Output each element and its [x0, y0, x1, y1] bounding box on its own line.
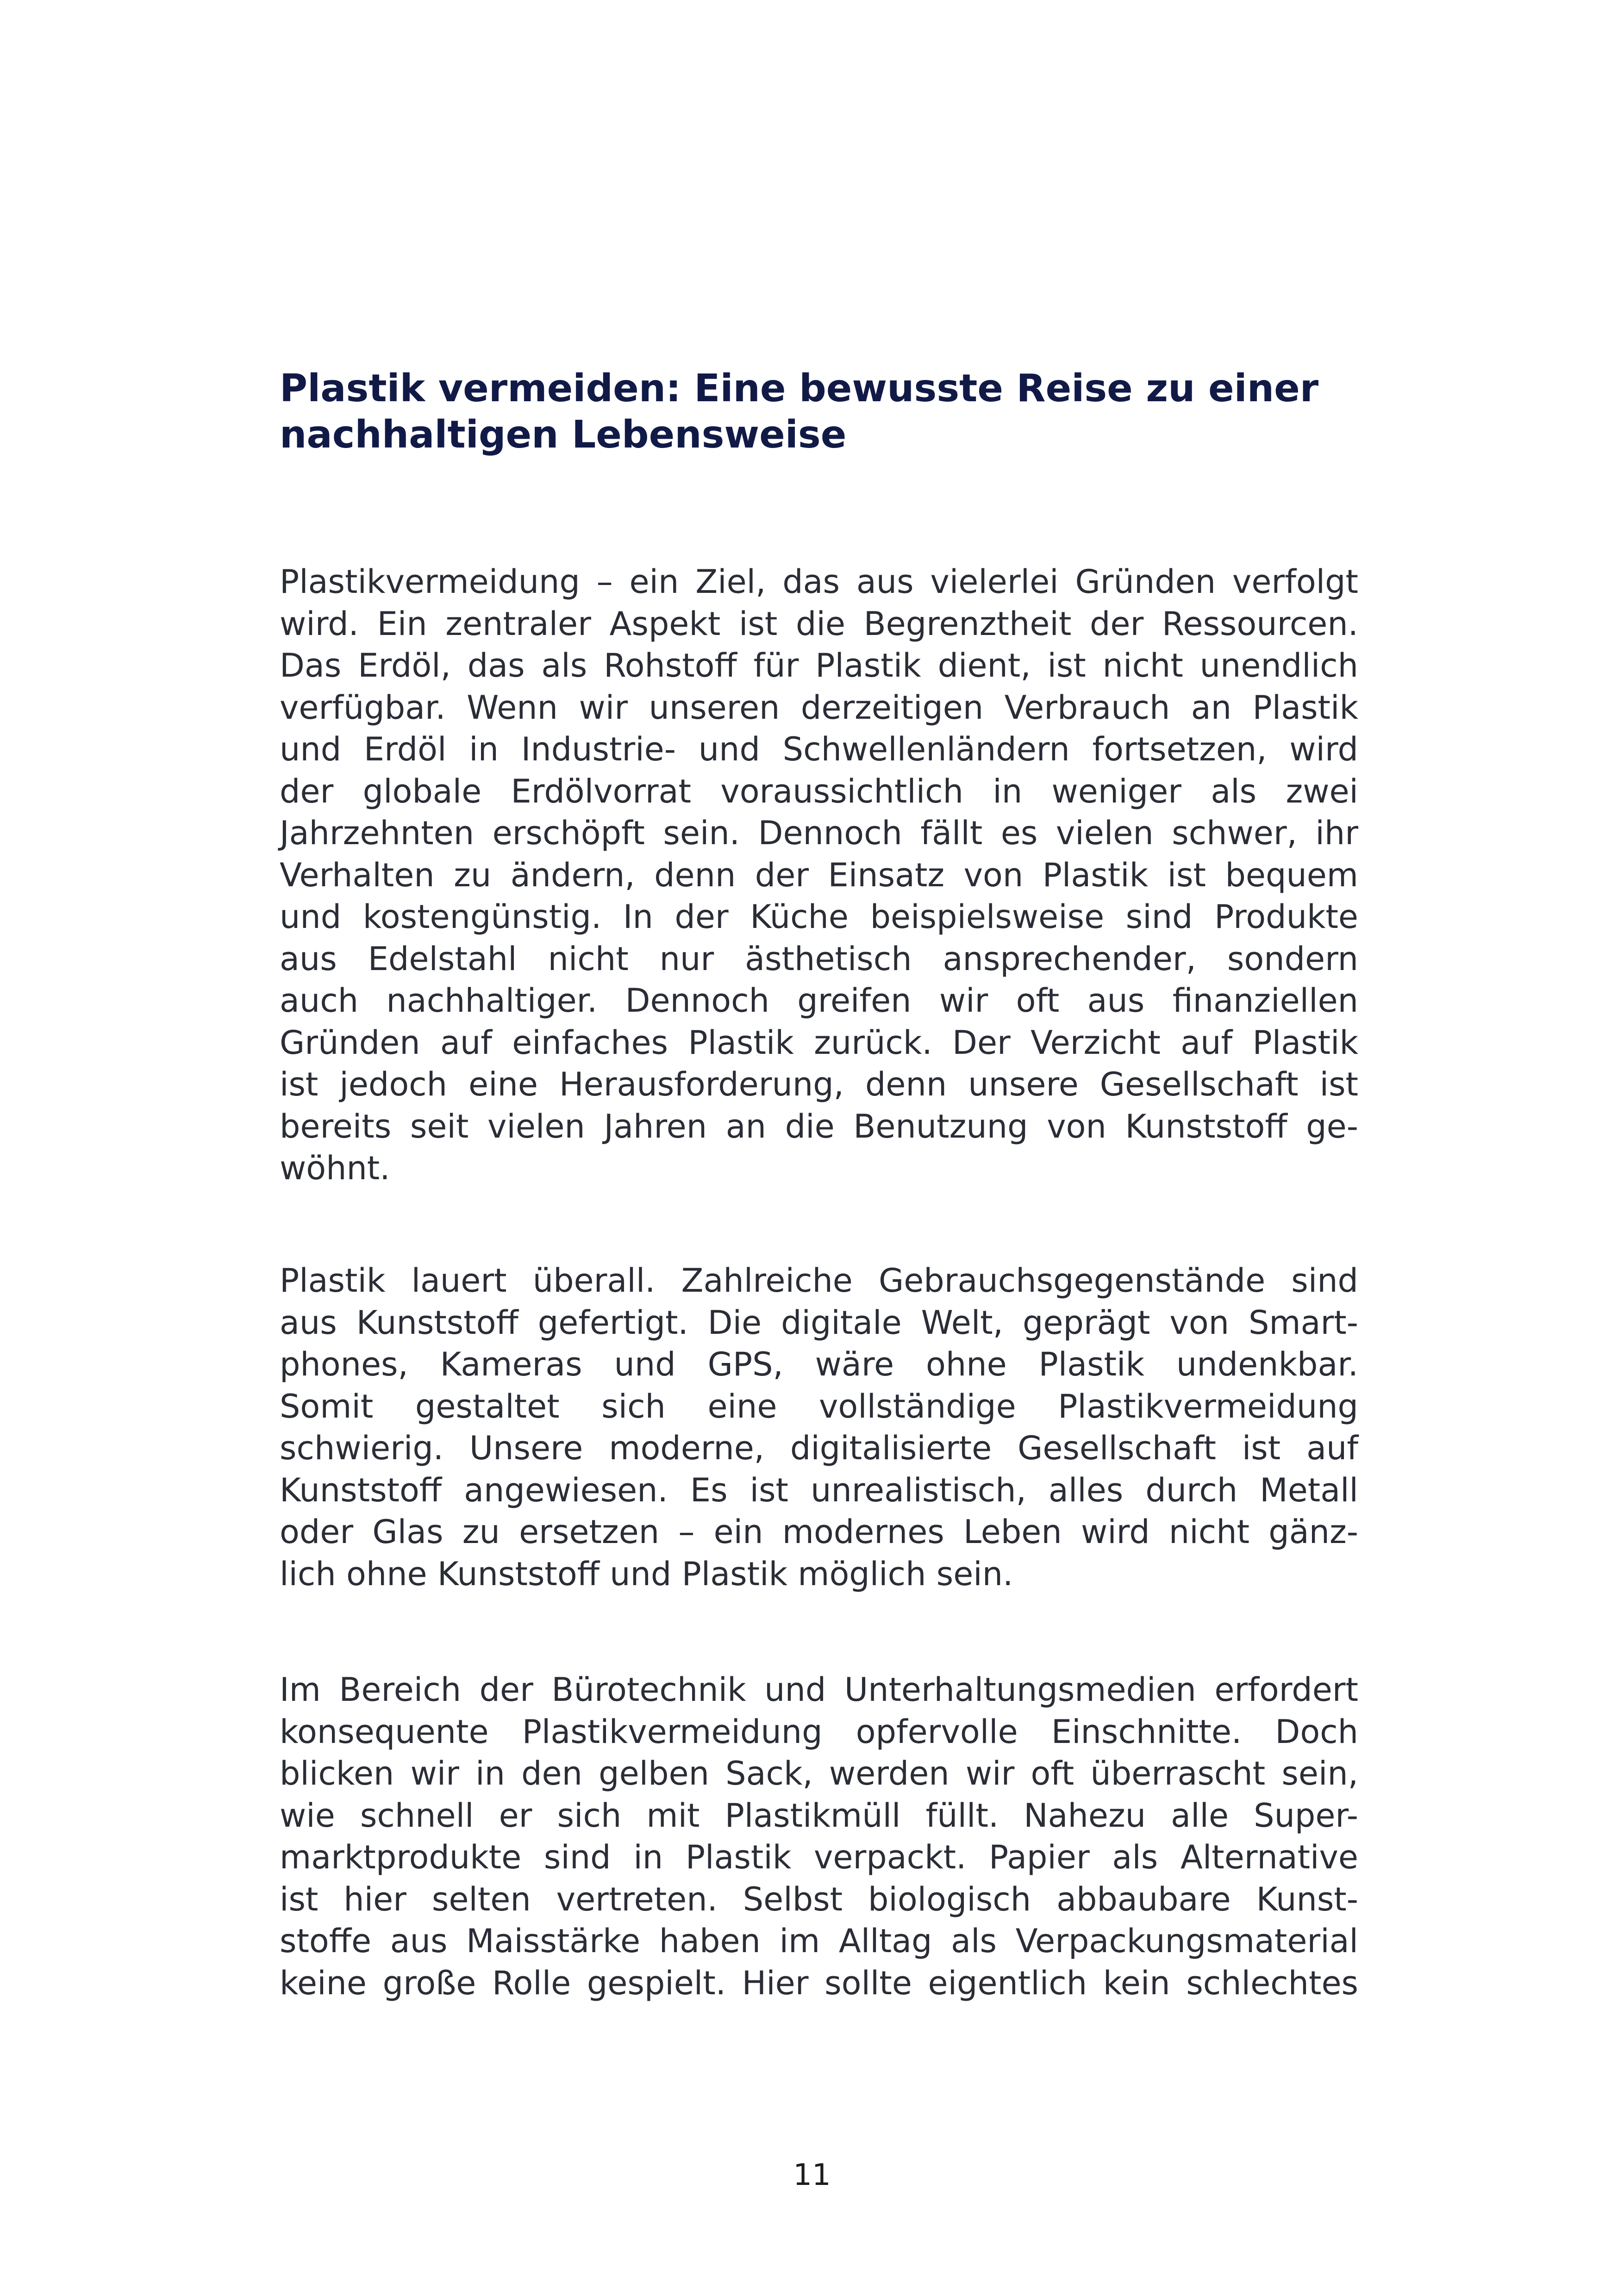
- text-line: und kostengünstig. In der Küche beispielsweise sind Produkte: [280, 898, 1358, 936]
- text-line: marktprodukte sind in Plastik verpackt. Papier als Alternative: [280, 1838, 1358, 1876]
- page-number: 11: [793, 2158, 831, 2192]
- text-line: phones, Kameras und GPS, wäre ohne Plastik undenkbar.: [280, 1345, 1358, 1383]
- text-line: wöhnt.: [280, 1149, 390, 1187]
- paragraph-1: [280, 561, 1358, 1189]
- text-line: blicken wir in den gelben Sack, werden wir oft überrascht sein,: [280, 1755, 1358, 1792]
- text-line: schwierig. Unsere moderne, digitalisierte Gesellschaft ist auf: [280, 1429, 1358, 1467]
- text-line: keine große Rolle gespielt. Hier sollte eigentlich kein schlechtes: [280, 1964, 1358, 2002]
- text-line: verfügbar. Wenn wir unseren derzeitigen Verbrauch an Plastik: [280, 688, 1358, 727]
- text-line: Plastikvermeidung – ein Ziel, das aus vielerlei Gründen verfolgt: [280, 563, 1358, 601]
- text-line: ist jedoch eine Herausforderung, denn unsere Gesellschaft ist: [280, 1065, 1358, 1103]
- text-line: wird. Ein zentraler Aspekt ist die Begrenztheit der Ressourcen.: [280, 604, 1358, 643]
- text-line: Plastik lauert überall. Zahlreiche Gebrauchsgegenstände sind: [280, 1262, 1358, 1300]
- text-line: Verhalten zu ändern, denn der Einsatz von Plastik ist bequem: [280, 856, 1358, 894]
- heading-line: Plastik vermeiden: Eine bewusste Reise zu einer: [280, 367, 1319, 411]
- section-heading: [280, 366, 1358, 458]
- text-line: Das Erdöl, das als Rohstoff für Plastik dient, ist nicht unendlich: [280, 647, 1358, 684]
- text-line: wie schnell er sich mit Plastikmüll füllt. Nahezu alle Super-: [280, 1796, 1358, 1835]
- text-line: aus Edelstahl nicht nur ästhetisch ansprechender, sondern: [280, 940, 1358, 978]
- text-line: und Erdöl in Industrie- und Schwellenländern fortsetzen, wird: [280, 730, 1358, 768]
- text-line: stoffe aus Maisstärke haben im Alltag als Verpackungsmaterial: [280, 1922, 1358, 1960]
- text-line: Jahrzehnten erschöpft sein. Dennoch fällt es vielen schwer, ihr: [280, 814, 1358, 852]
- text-line: der globale Erdölvorrat voraussichtlich in weniger als zwei: [280, 772, 1358, 810]
- text-line: oder Glas zu ersetzen – ein modernes Leben wird nicht gänz-: [280, 1513, 1358, 1551]
- paragraph-3: [280, 1669, 1358, 2004]
- text-line: Im Bereich der Bürotechnik und Unterhaltungsmedien erfordert: [280, 1671, 1358, 1709]
- paragraph-2: [280, 1260, 1358, 1595]
- text-line: auch nachhaltiger. Dennoch greifen wir oft aus finanziellen: [280, 982, 1358, 1020]
- text-line: Somit gestaltet sich eine vollständige Plastikvermeidung: [280, 1387, 1358, 1425]
- text-line: lich ohne Kunststoff und Plastik möglich sein.: [280, 1555, 1013, 1593]
- text-line: Kunststoff angewiesen. Es ist unrealistisch, alles durch Metall: [280, 1471, 1358, 1509]
- heading-line: nachhaltigen Lebensweise: [280, 413, 847, 457]
- text-line: bereits seit vielen Jahren an die Benutzung von Kunststoff ge-: [280, 1107, 1358, 1145]
- text-line: aus Kunststoff gefertigt. Die digitale Welt, geprägt von Smart-: [280, 1303, 1358, 1342]
- text-line: ist hier selten vertreten. Selbst biologisch abbaubare Kunst-: [280, 1880, 1358, 1918]
- text-line: Gründen auf einfaches Plastik zurück. Der Verzicht auf Plastik: [280, 1023, 1358, 1062]
- text-line: konsequente Plastikvermeidung opfervolle Einschnitte. Doch: [280, 1712, 1358, 1751]
